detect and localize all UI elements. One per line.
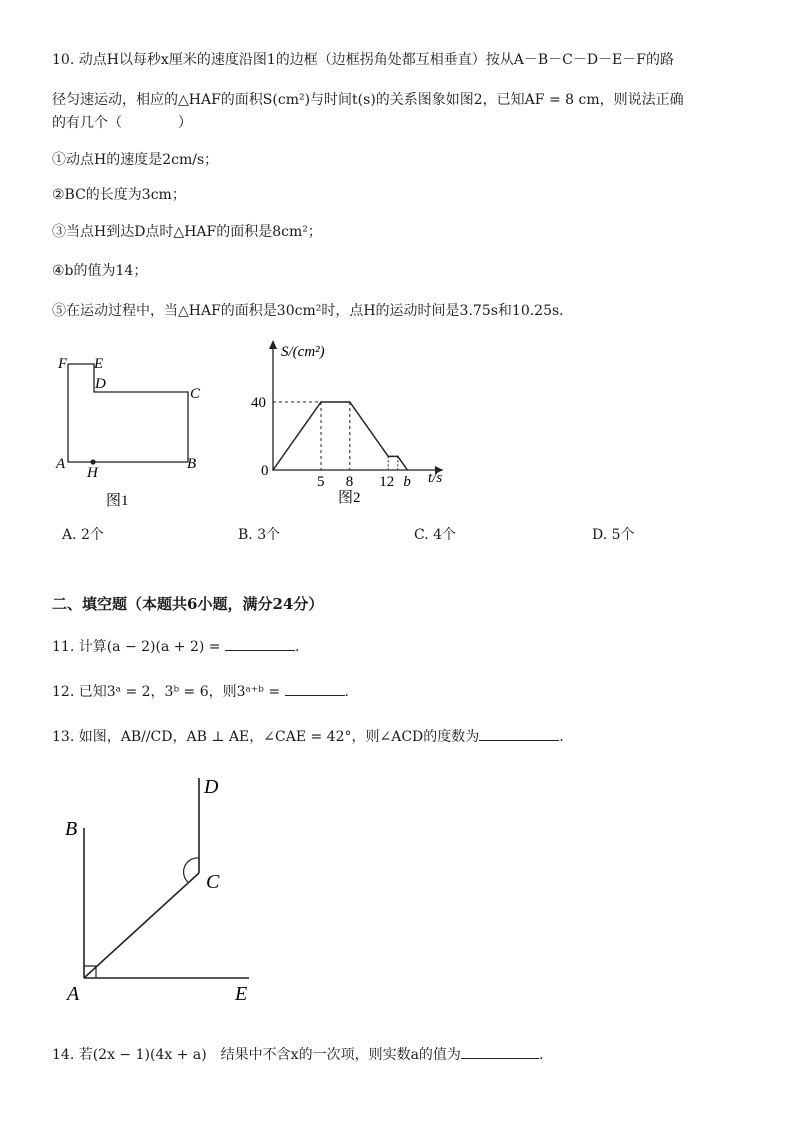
- figure-2-chart: [250, 338, 460, 510]
- fig1-caption: 图1: [106, 493, 129, 509]
- data-point: [397, 456, 399, 458]
- data-point: [387, 456, 389, 458]
- data-point: [272, 469, 274, 471]
- q10-line1: 10. 动点H以每秒x厘米的速度沿图1的边框（边框拐角处都互相垂直）按从A－B－C－D－E－F的路: [52, 52, 674, 68]
- x-tick-1: 8: [345, 474, 354, 490]
- q10-statement-4: ④b的值为14；: [52, 263, 148, 279]
- data-point: [407, 469, 409, 471]
- q13-figure: [55, 770, 275, 1010]
- q14: [52, 1044, 543, 1064]
- line-ac: [84, 873, 199, 978]
- q13-label-c: C: [206, 871, 220, 893]
- data-point: [320, 401, 322, 403]
- x-tick-3: b: [403, 474, 411, 490]
- fig1-label-f: F: [58, 356, 68, 372]
- q13-end: .: [559, 729, 564, 745]
- q13-text: 13. 如图，AB//CD，AB ⊥ AE，∠CAE = 42°，则∠ACD的度数为: [52, 729, 480, 745]
- figure-1: [50, 350, 230, 510]
- option-b[interactable]: B. 3个: [238, 527, 281, 543]
- origin-label: 0: [261, 463, 269, 479]
- fig1-label-c: C: [190, 386, 201, 402]
- q11-text: 11. 计算(a − 2)(a + 2) =: [52, 639, 225, 655]
- q10-statement-3: ③当点H到达D点时△HAF的面积是8cm²；: [52, 224, 322, 240]
- y-axis-arrow: [269, 340, 277, 349]
- fig1-label-e: E: [94, 356, 104, 372]
- q11-answer-blank[interactable]: [225, 636, 295, 651]
- q10-line2: 径匀速运动，相应的△HAF的面积S(cm²)与时间t(s)的关系图象如图2，已知AF = 8 cm，则说法正确: [52, 92, 684, 108]
- option-c[interactable]: C. 4个: [414, 527, 457, 543]
- option-a[interactable]: A. 2个: [62, 527, 104, 543]
- q12: [52, 681, 349, 701]
- q12-answer-blank[interactable]: [285, 681, 345, 696]
- q12-end: .: [344, 684, 349, 700]
- x-tick-2: 12: [379, 474, 395, 490]
- fig2-caption: 图2: [338, 490, 361, 506]
- q10-statement-5: ⑤在运动过程中，当△HAF的面积是30cm²时，点H的运动时间是3.75s和10.25s．: [52, 303, 574, 319]
- point-h: [90, 459, 95, 464]
- q11-end: .: [294, 639, 300, 655]
- section-2-title: 二、填空题（本题共6小题，满分24分）: [52, 595, 324, 613]
- x-axis-label: t/s: [428, 470, 443, 486]
- fig1-label-d: D: [95, 376, 106, 392]
- option-d[interactable]: D. 5个: [592, 527, 635, 543]
- q10-statement-1: ①动点H的速度是2cm/s；: [52, 152, 219, 168]
- data-point: [349, 401, 351, 403]
- y-axis-label: S/(cm²): [281, 344, 325, 360]
- q14-answer-blank[interactable]: [461, 1044, 539, 1059]
- q11: [52, 636, 299, 656]
- q10-line3: 的有几个（ ）: [52, 115, 192, 131]
- x-tick-0: 5: [317, 474, 325, 490]
- q14-end: .: [538, 1047, 544, 1063]
- fig1-label-h: H: [87, 465, 98, 481]
- q13-label-b: B: [65, 818, 78, 840]
- q13-label-d: D: [204, 776, 219, 798]
- fig1-label-b: B: [187, 456, 197, 472]
- fig1-label-a: A: [56, 456, 66, 472]
- q13-label-e: E: [235, 983, 248, 1005]
- q12-text: 12. 已知3ᵃ = 2，3ᵇ = 6，则3ᵃ⁺ᵇ =: [52, 684, 285, 700]
- q13-label-a: A: [67, 983, 80, 1005]
- series-line: [273, 402, 407, 470]
- q13-answer-blank[interactable]: [479, 726, 559, 741]
- q10-statement-2: ②BC的长度为3cm；: [52, 187, 186, 203]
- q14-text: 14. 若(2x − 1)(4x + a) 结果中不含x的一次项，则实数a的值为: [52, 1047, 461, 1063]
- y-tick-40: 40: [251, 395, 266, 411]
- q13: [52, 726, 564, 746]
